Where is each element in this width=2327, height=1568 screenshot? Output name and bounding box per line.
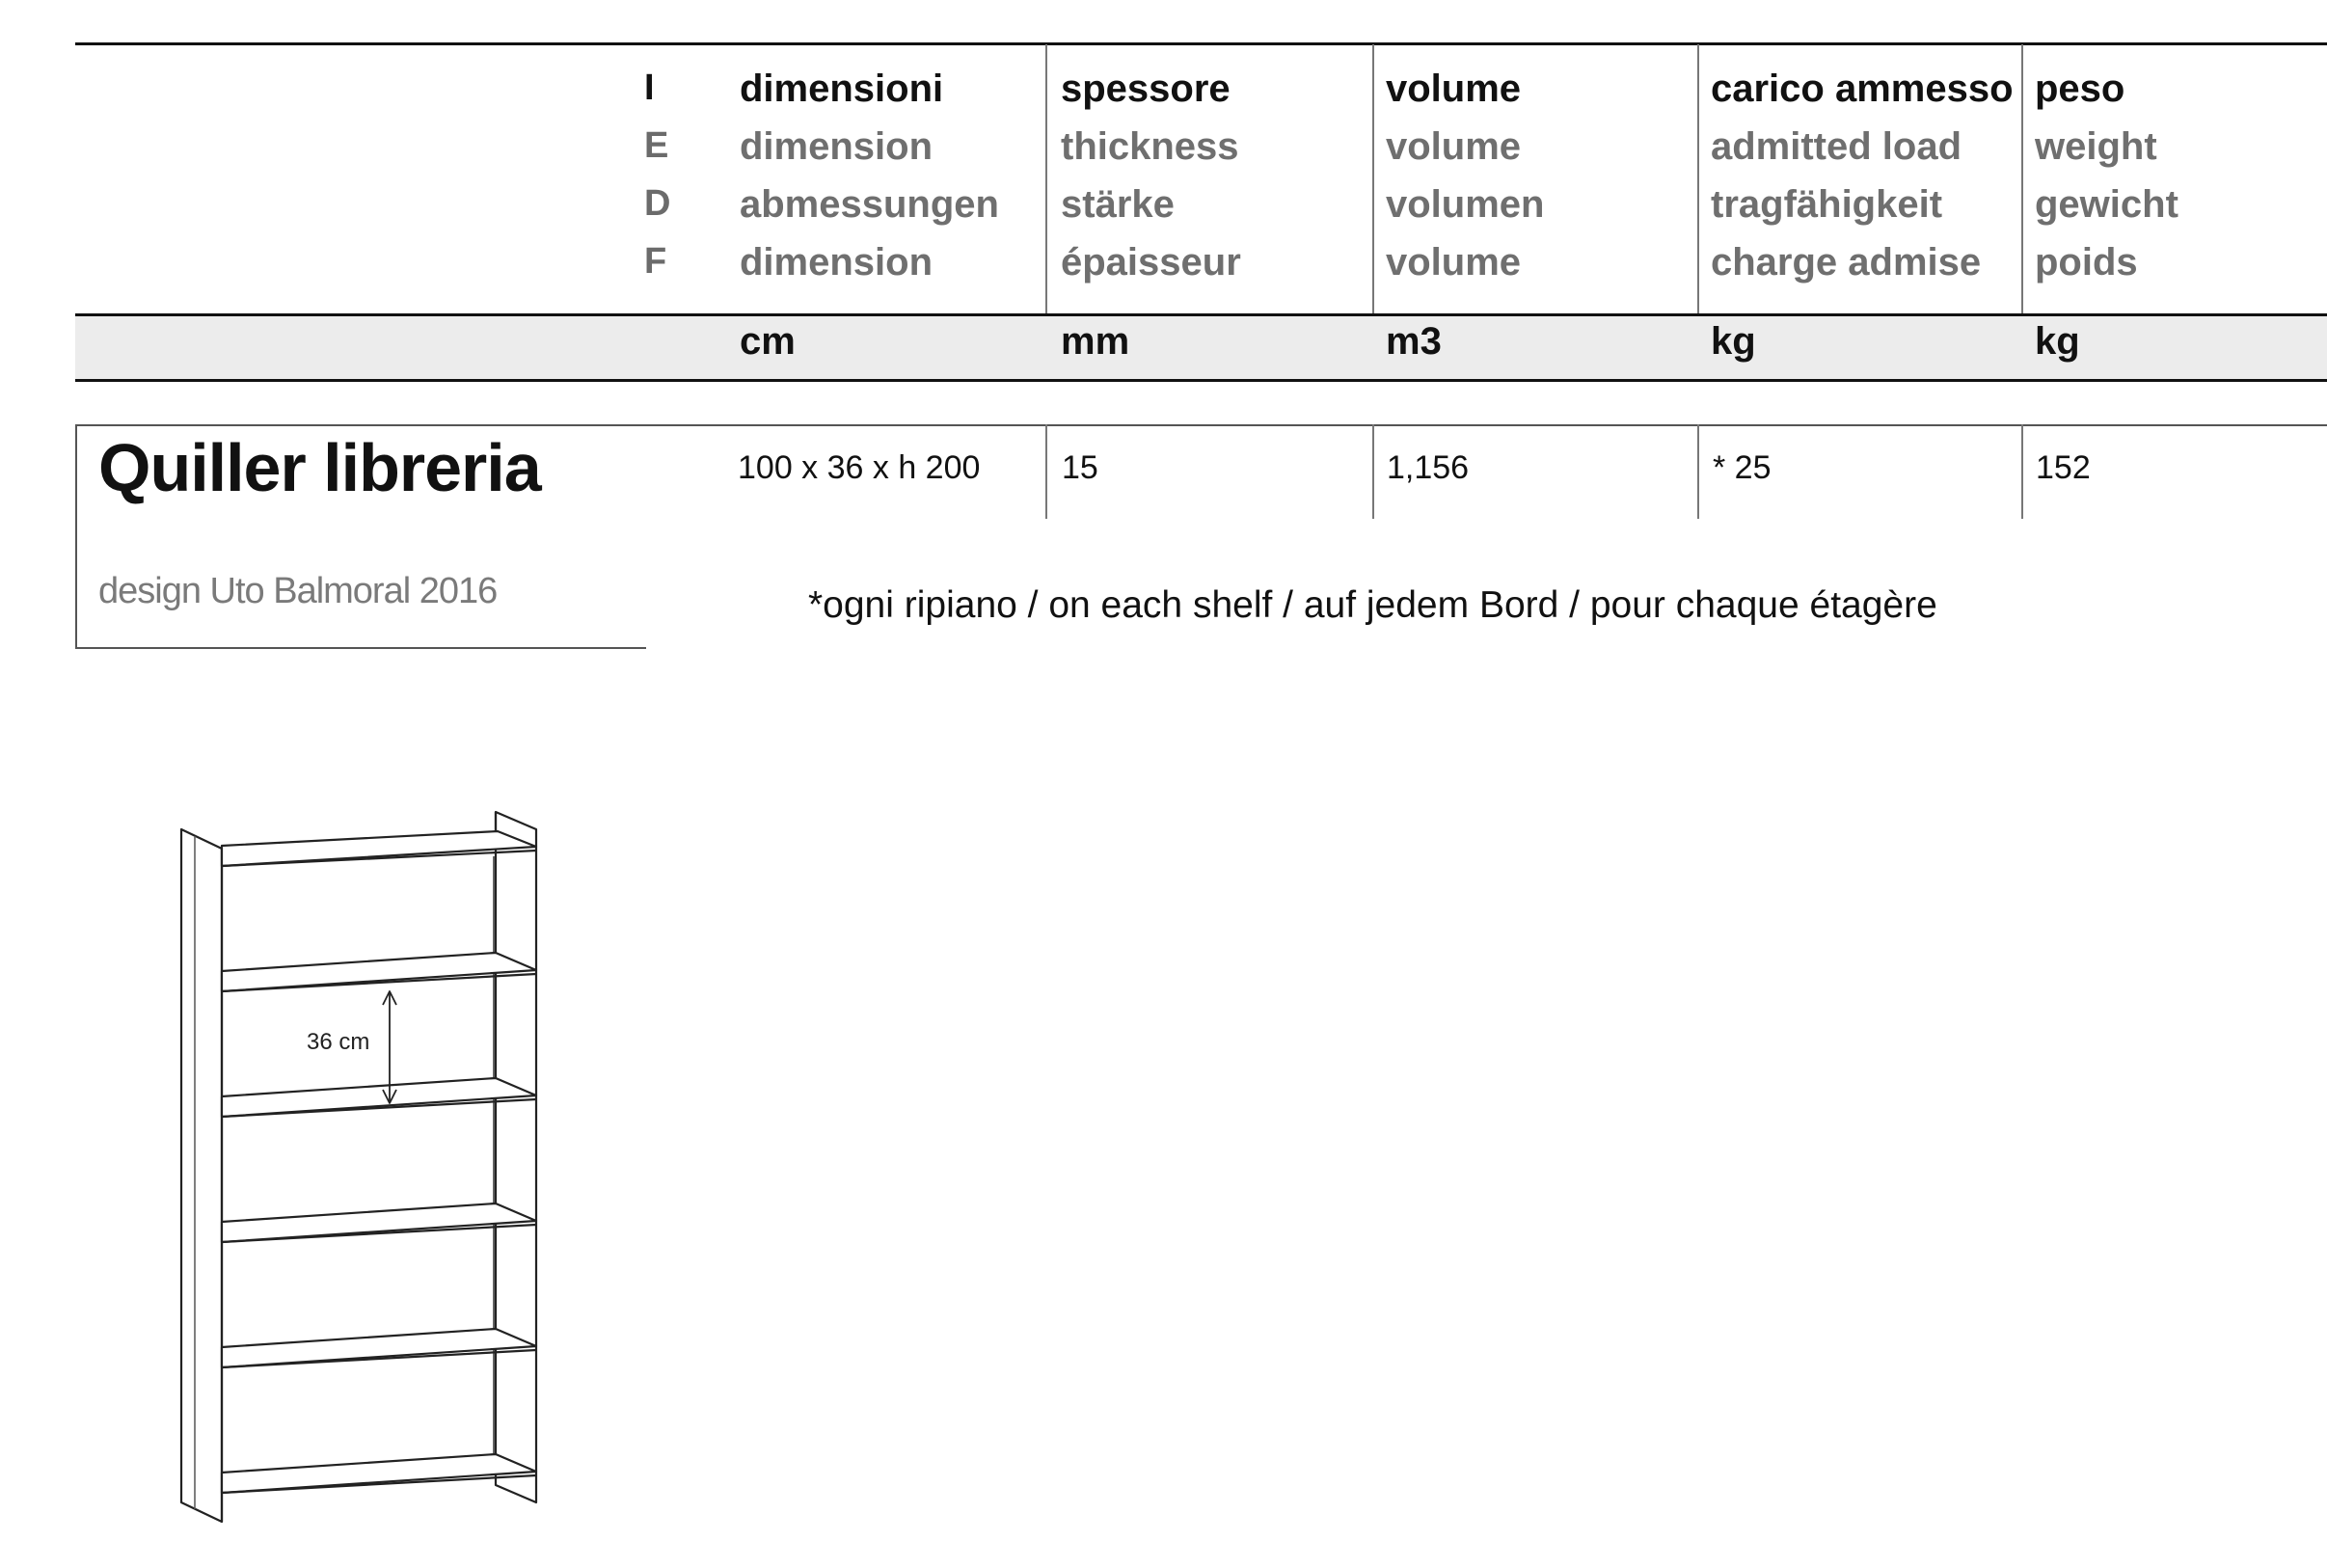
unit-weight: kg [2035,320,2080,363]
product-designer: design Uto Balmoral 2016 [98,571,498,611]
right-side-panel [496,812,536,1502]
product-name: Quiller libreria [98,430,541,505]
header-dimensions-it: dimensioni [740,68,944,110]
header-divider [1045,44,1047,314]
header-load-fr: charge admise [1711,241,1982,284]
header-thickness-fr: épaisseur [1061,241,1241,284]
value-weight: 152 [2036,449,2091,486]
product-box-left-rule [75,424,77,648]
lang-code-english: E [644,125,669,166]
unit-band-top-rule [75,313,2327,316]
row-divider [1697,424,1699,519]
header-load-de: tragfähigkeit [1711,183,1943,226]
unit-volume: m3 [1386,320,1442,363]
header-weight-it: peso [2035,68,2125,110]
row-divider [2021,424,2023,519]
unit-band-bottom-rule [75,379,2327,382]
left-side-panel [181,829,222,1522]
row-divider [1372,424,1374,519]
header-divider [1372,44,1374,314]
top-rule [75,42,2327,45]
unit-thickness: mm [1061,320,1130,363]
header-dimensions-en: dimension [740,125,934,168]
header-volume-it: volume [1386,68,1522,110]
header-volume-de: volumen [1386,183,1545,226]
header-dimensions-fr: dimension [740,241,934,284]
header-thickness-de: stärke [1061,183,1175,226]
lang-code-italian: I [644,68,655,108]
shelf-load-note: *ogni ripiano / on each shelf / auf jedem Bord / pour chaque étagère [808,584,1937,626]
header-load-it: carico ammesso [1711,68,2014,110]
header-volume-en: volume [1386,125,1522,168]
value-volume: 1,156 [1387,449,1470,486]
unit-load: kg [1711,320,1756,363]
bookcase-drawing [164,800,569,1533]
header-weight-de: gewicht [2035,183,2178,226]
header-thickness-en: thickness [1061,125,1239,168]
header-thickness-it: spessore [1061,68,1231,110]
header-divider [2021,44,2023,314]
shelf-height-label: 36 cm [307,1029,370,1055]
header-load-en: admitted load [1711,125,1962,168]
header-dimensions-de: abmessungen [740,183,999,226]
unit-dimensions: cm [740,320,796,363]
lang-code-german: D [644,183,671,224]
row-divider [1045,424,1047,519]
header-volume-fr: volume [1386,241,1522,284]
header-weight-en: weight [2035,125,2157,168]
value-load: * 25 [1713,449,1772,486]
product-box-bottom-rule [75,647,646,649]
value-dimensions: 100 x 36 x h 200 [738,449,981,486]
product-row-top-rule [75,424,2327,426]
shelves [222,831,536,1493]
header-weight-fr: poids [2035,241,2138,284]
value-thickness: 15 [1062,449,1098,486]
header-divider [1697,44,1699,314]
lang-code-french: F [644,241,667,282]
unit-band [75,314,2327,380]
